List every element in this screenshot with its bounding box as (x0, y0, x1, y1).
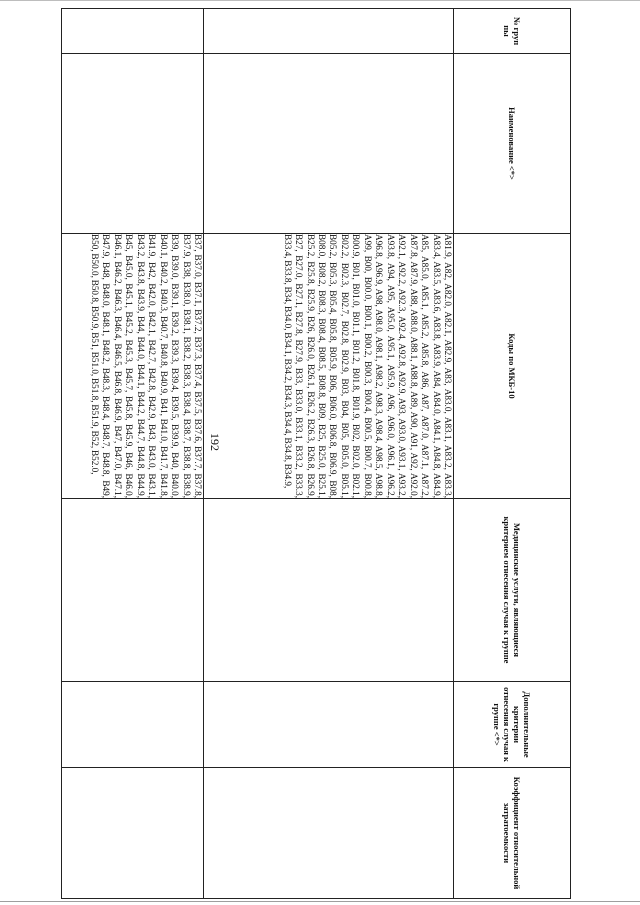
header-name: Наименование <*> (454, 54, 571, 234)
groups-table (61, 8, 571, 899)
cell-services (204, 499, 454, 682)
cell-extra-criteria (204, 682, 454, 768)
page-number: 192 (208, 433, 222, 451)
cell-extra-criteria (62, 682, 204, 768)
table-row (62, 9, 204, 899)
cell-coefficient (204, 768, 454, 899)
cell-group-no (62, 9, 204, 54)
rotated-table-wrapper (61, 8, 571, 898)
header-group-no: № груп пы (454, 9, 571, 54)
header-services: Медицинские услуги, являющиеся критерием отнесения случая к группе (454, 499, 571, 682)
cell-coefficient (62, 768, 204, 899)
cell-group-no (204, 9, 454, 54)
cell-services (62, 499, 204, 682)
cell-codes: B37, B37.0, B37.1, B37.2, B37.3, B37.4, B37.5, B37.6, B37.7, B37.8, B37.9, B38, B38.0, B38.1, B38.2, B38.3, B38.4, B38.7, B38.8, B38.9, B39, B39.0, B39.1, B39.2, B39.3, B39.4, B39.5, B39.9, B40, B40.0, B40.1, B40.2, B40.3, B40.7, B40.8, B40.9, B41, B41.0, B41.7, B41.8, B41.9, B42, B42.0, B42.1, B42.7, B42.8, B42.9, B43, B43.0, B43.1, B43.2, B43.8, B43.9, B44, B44.0, B44.1, B44.2, B44.7, B44.8, B44.9, B45, B45.0, B45.1, B45.2, B45.3, B45.7, B45.8, B45.9, B46, B46.0, B46.1, B46.2, B46.3, B46.4, B46.5, B46.8, B46.9, B47, B47.0, B47.1, B47.9, B48, B48.0, B48.1, B48.2, B48.3, B48.4, B48.7, B48.8, B49, B50, B50.0, B50.8, B50.9, B51, B51.0, B51.8, B51.9, B52, B52.0, (62, 234, 204, 499)
cell-name (62, 54, 204, 234)
header-coefficient: Коэффициент относительной затратоемкости (454, 768, 571, 899)
header-extra-criteria: Дополнительные критерии отнесения случая к группе <*> (454, 682, 571, 768)
table-row (204, 9, 454, 899)
cell-name (204, 54, 454, 234)
page-bottom-rule (0, 901, 640, 902)
header-codes: Коды по МКБ-10 (454, 234, 571, 499)
page-top-rule (0, 0, 640, 1)
cell-codes: A81.9, A82, A82.0, A82.1, A82.9, A83, A83.0, A83.1, A83.2, A83.3, A83.4, A83.5, A83.6, A83.8, A83.9, A84, A84.0, A84.1, A84.8, A84.9, A85, A85.0, A85.1, A85.2, A85.8, A86, A87, A87.0, A87.1, A87.2, A87.8, A87.9, A88, A88.0, A88.1, A88.8, A89, A90, A91, A92, A92.0, A92.1, A92.2, A92.3, A92.4, A92.8, A92.9, A93, A93.0, A93.1, A93.2, A93.8, A94, A95, A95.0, A95.1, A95.9, A96, A96.0, A96.1, A96.2, A96.8, A96.9, A98, A98.0, A98.1, A98.2, A98.3, A98.4, A98.5, A98.8, A99, B00, B00.0, B00.1, B00.2, B00.3, B00.4, B00.5, B00.7, B00.8, B00.9, B01, B01.0, B01.1, B01.2, B01.8, B01.9, B02, B02.0, B02.1, B02.2, B02.3, B02.7, B02.8, B02.9, B03, B04, B05, B05.0, B05.1, B05.2, B05.3, B05.4, B05.8, B05.9, B06, B06.0, B06.8, B06.9, B08, B08.0, B08.2, B08.3, B08.4, B08.5, B08.8, B09, B25, B25.0, B25.1, B25.2, B25.8, B25.9, B26, B26.0, B26.1, B26.2, B26.3, B26.8, B26.9, B27, B27.0, B27.1, B27.8, B27.9, B33, B33.0, B33.1, B33.2, B33.3, B33.4, B33.8, B34, B34.0, B34.1, B34.2, B34.3, B34.4, B34.8, B34.9, (204, 234, 454, 499)
table-header-row (454, 9, 571, 899)
